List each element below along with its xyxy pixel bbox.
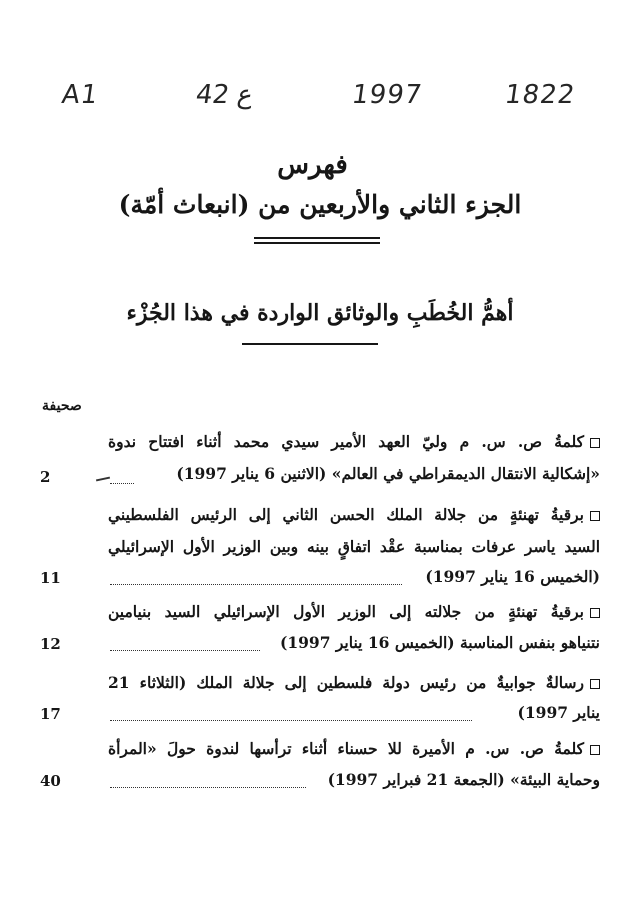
entry-line: يناير 1997) [517,703,600,722]
handwritten-number: 1822 [502,80,578,110]
handwritten-year: 1997 [349,80,425,110]
handwritten-code-mid: ع 42 [193,80,255,110]
entry-line: برقيةُ تهنئةٍ من جلالة الملك الحسن الثاني إلى الرئيس الفلسطيني [108,505,584,524]
dot-leader [110,650,260,651]
margin-tick-mark [96,477,110,482]
index-heading: فهرس [277,150,348,180]
entry-line: كلمةُ ص. س. م وليّ العهد الأمير سيدي محمد أثناء افتتاح ندوة [108,432,584,451]
volume-title: الجزء الثاني والأربعين من (انبعاث أمّة) [118,190,522,219]
page-number: 11 [40,569,61,587]
checkbox-bullet-icon [590,608,600,618]
entry-line: برقيةُ تهنئةٍ من جلالته إلى الوزير الأول الإسرائيلي السيد بنيامين [108,602,584,621]
section-title: أهمُّ الخُطَبِ والوثائق الواردة في هذا الجُزْء [126,300,514,326]
entry-line: وحماية البيئة» (الجمعة 21 فبراير 1997) [327,770,600,789]
entry-line: السيد ياسر عرفات بمناسبة عقْد اتفاقٍ بينه وبين الوزير الأول الإسرائيلي [108,537,600,556]
section-underline [242,343,378,345]
page-column-label: صحيفة [42,398,82,414]
checkbox-bullet-icon [590,679,600,689]
checkbox-bullet-icon [590,745,600,755]
page-number: 2 [40,468,51,486]
dot-leader [110,584,402,585]
page-number: 17 [40,705,61,723]
entry-line: رسالةٌ جوابيةٌ من رئيس دولة فلسطين إلى جلالة الملك (الثلاثاء 21 [108,673,584,692]
dot-leader [110,787,306,788]
dot-leader [110,483,134,484]
handwritten-code-left: A1 [59,80,101,110]
title-double-rule [254,237,380,244]
dot-leader [110,720,472,721]
checkbox-bullet-icon [590,438,600,448]
entry-line: (الخميس 16 يناير 1997) [425,567,600,586]
entry-line: نتنياهو بنفس المناسبة (الخميس 16 يناير 1997) [280,633,600,652]
checkbox-bullet-icon [590,511,600,521]
entry-line: «إشكالية الانتقال الديمقراطي في العالم» (الاثنين 6 يناير 1997) [176,464,600,483]
page-number: 40 [40,772,61,790]
page-number: 12 [40,635,61,653]
entry-line: كلمةُ ص. س. م الأميرة للا حسناء أثناء ترأسها لندوة حولَ «المرأة [108,739,584,758]
